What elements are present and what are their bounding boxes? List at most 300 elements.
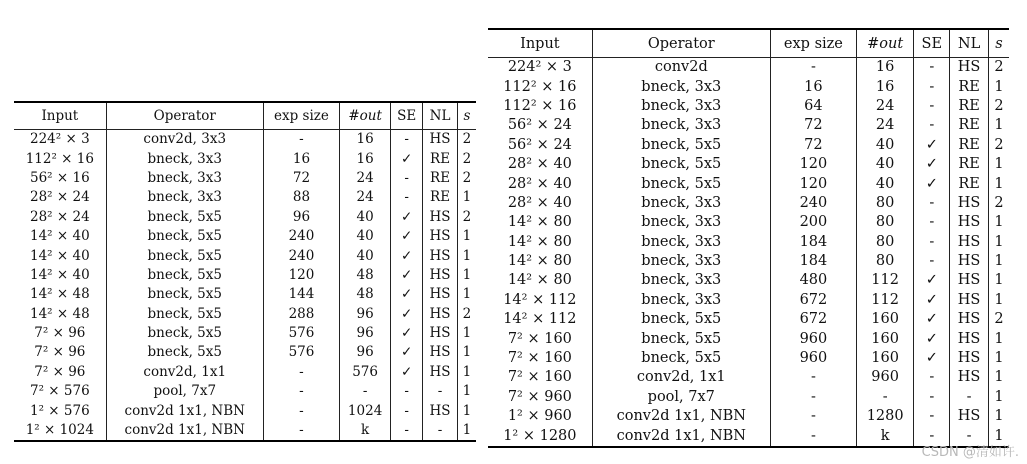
table-row	[14, 208, 476, 227]
cell-exp-size: 240	[770, 194, 856, 213]
cell-out: 960	[856, 368, 913, 387]
cell-input: 28² × 40	[507, 156, 572, 173]
cell-out: 40	[340, 227, 391, 246]
cell-exp-size: 672	[770, 291, 856, 310]
cell-exp-size: 144	[263, 285, 339, 304]
header-stride: s	[457, 102, 476, 130]
table-row	[14, 285, 476, 304]
cell-nl: RE	[423, 169, 458, 188]
table-row	[488, 97, 1009, 116]
cell-input: 56² × 24	[507, 136, 572, 153]
cell-out: 96	[340, 343, 391, 362]
cell-out: 80	[856, 252, 913, 271]
cell-se: ✓	[391, 363, 423, 382]
header-input: Input	[14, 102, 106, 130]
cell-operator: bneck, 3x3	[106, 188, 263, 207]
table-row	[488, 58, 1009, 78]
cell-nl: HS	[423, 305, 458, 324]
cell-operator: bneck, 5x5	[592, 349, 770, 368]
cell-out: 112	[856, 271, 913, 290]
table-row	[14, 382, 476, 401]
cell-stride: 2	[988, 58, 1009, 78]
cell-exp-size: 184	[770, 233, 856, 252]
cell-exp-size: 240	[263, 227, 339, 246]
cell-out: -	[340, 382, 391, 401]
cell-nl: HS	[423, 363, 458, 382]
table-row	[488, 271, 1009, 290]
cell-exp-size: 288	[263, 305, 339, 324]
cell-nl: HS	[423, 343, 458, 362]
cell-exp-size: 960	[770, 349, 856, 368]
cell-input: 14² × 48	[30, 286, 90, 303]
cell-input: 14² × 48	[30, 305, 90, 322]
cell-exp-size: 960	[770, 329, 856, 348]
cell-input: 7² × 160	[507, 350, 572, 367]
cell-input: 28² × 40	[507, 175, 572, 192]
cell-operator: bneck, 5x5	[106, 246, 263, 265]
cell-out: 48	[340, 285, 391, 304]
cell-se: ✓	[391, 208, 423, 227]
cell-exp-size: -	[770, 58, 856, 78]
cell-stride: 2	[457, 208, 476, 227]
cell-stride: 1	[988, 116, 1009, 135]
table-row	[488, 291, 1009, 310]
cell-out: k	[856, 426, 913, 446]
cell-stride: 1	[988, 291, 1009, 310]
cell-operator: bneck, 5x5	[106, 266, 263, 285]
cell-input: 14² × 80	[507, 233, 572, 250]
cell-exp-size: -	[770, 426, 856, 446]
cell-stride: 1	[457, 246, 476, 265]
cell-operator: pool, 7x7	[592, 388, 770, 407]
cell-operator: bneck, 3x3	[592, 97, 770, 116]
table-row	[14, 149, 476, 168]
cell-stride: 2	[988, 97, 1009, 116]
cell-stride: 2	[457, 305, 476, 324]
cell-se: -	[391, 188, 423, 207]
table-row	[488, 77, 1009, 96]
cell-se: ✓	[914, 349, 950, 368]
cell-out: 80	[856, 194, 913, 213]
cell-nl: HS	[423, 208, 458, 227]
cell-operator: bneck, 3x3	[592, 194, 770, 213]
cell-out: 96	[340, 324, 391, 343]
cell-se: -	[914, 368, 950, 387]
cell-operator: bneck, 5x5	[106, 305, 263, 324]
cell-nl: -	[423, 382, 458, 401]
cell-out: 80	[856, 213, 913, 232]
cell-stride: 1	[988, 426, 1009, 446]
cell-input: 56² × 24	[507, 117, 572, 134]
cell-out: 576	[340, 363, 391, 382]
cell-exp-size: 184	[770, 252, 856, 271]
cell-nl: HS	[950, 233, 989, 252]
cell-input: 14² × 40	[30, 266, 90, 283]
cell-out: 160	[856, 349, 913, 368]
cell-stride: 2	[988, 310, 1009, 329]
table-row	[488, 349, 1009, 368]
table-row	[488, 310, 1009, 329]
cell-exp-size: -	[263, 363, 339, 382]
cell-nl: RE	[423, 149, 458, 168]
cell-se: ✓	[391, 149, 423, 168]
cell-input: 7² × 576	[30, 383, 90, 400]
cell-se: ✓	[914, 329, 950, 348]
cell-nl: HS	[950, 329, 989, 348]
cell-operator: bneck, 5x5	[106, 285, 263, 304]
table-row	[14, 169, 476, 188]
table-mobilenetv3-large	[488, 28, 1009, 448]
cell-se: ✓	[391, 324, 423, 343]
cell-stride: 1	[457, 401, 476, 420]
cell-nl: -	[423, 421, 458, 441]
cell-stride: 1	[988, 233, 1009, 252]
cell-operator: conv2d, 3x3	[106, 130, 263, 150]
cell-exp-size: 16	[263, 149, 339, 168]
cell-se: -	[914, 426, 950, 446]
table-row	[14, 266, 476, 285]
cell-se: -	[914, 407, 950, 426]
cell-input: 7² × 960	[507, 388, 572, 405]
cell-exp-size: 480	[770, 271, 856, 290]
cell-input: 112² × 16	[503, 97, 577, 114]
cell-exp-size: 120	[770, 155, 856, 174]
cell-nl: HS	[950, 194, 989, 213]
cell-nl: -	[950, 388, 989, 407]
cell-exp-size: 240	[263, 246, 339, 265]
header-se: SE	[914, 29, 950, 58]
cell-stride: 1	[988, 349, 1009, 368]
cell-se: ✓	[914, 155, 950, 174]
cell-input: 56² × 16	[30, 169, 90, 186]
cell-nl: HS	[423, 324, 458, 343]
table-row	[488, 407, 1009, 426]
cell-se: -	[391, 421, 423, 441]
cell-se: -	[914, 116, 950, 135]
cell-se: -	[914, 388, 950, 407]
cell-operator: bneck, 3x3	[592, 271, 770, 290]
cell-stride: 1	[457, 324, 476, 343]
table-row	[488, 252, 1009, 271]
cell-out: 160	[856, 310, 913, 329]
cell-stride: 2	[988, 136, 1009, 155]
cell-nl: HS	[423, 401, 458, 420]
cell-input: 224² × 3	[30, 131, 90, 148]
cell-out: 160	[856, 329, 913, 348]
cell-nl: HS	[950, 213, 989, 232]
table-mobilenetv3-small	[14, 101, 476, 442]
cell-operator: conv2d 1x1, NBN	[592, 426, 770, 446]
cell-exp-size: 72	[770, 116, 856, 135]
cell-se: ✓	[391, 305, 423, 324]
cell-stride: 1	[988, 368, 1009, 387]
table-row	[14, 188, 476, 207]
cell-out: 24	[856, 116, 913, 135]
watermark: CSDN @清如许.	[921, 445, 1019, 460]
cell-exp-size: -	[263, 401, 339, 420]
table-row	[14, 324, 476, 343]
cell-exp-size: 16	[770, 77, 856, 96]
cell-input: 14² × 112	[503, 311, 577, 328]
cell-out: 40	[856, 136, 913, 155]
cell-operator: conv2d 1x1, NBN	[106, 401, 263, 420]
cell-stride: 1	[988, 252, 1009, 271]
cell-out: 80	[856, 233, 913, 252]
table-row	[14, 305, 476, 324]
cell-se: -	[914, 97, 950, 116]
cell-se: -	[914, 194, 950, 213]
cell-out: k	[340, 421, 391, 441]
cell-operator: bneck, 3x3	[592, 213, 770, 232]
cell-stride: 1	[457, 343, 476, 362]
cell-operator: bneck, 5x5	[106, 227, 263, 246]
table-row	[488, 174, 1009, 193]
cell-out: 16	[856, 77, 913, 96]
cell-out: 24	[340, 169, 391, 188]
cell-stride: 1	[988, 407, 1009, 426]
cell-exp-size: 120	[263, 266, 339, 285]
cell-out: 16	[340, 149, 391, 168]
cell-out: 24	[340, 188, 391, 207]
cell-stride: 1	[988, 155, 1009, 174]
table-row	[14, 246, 476, 265]
cell-nl: HS	[423, 266, 458, 285]
table-header	[14, 102, 476, 130]
cell-exp-size: -	[263, 382, 339, 401]
table-row	[488, 155, 1009, 174]
cell-se: -	[914, 252, 950, 271]
header-exp-size: exp size	[263, 102, 339, 130]
cell-nl: HS	[950, 58, 989, 78]
cell-se: -	[914, 213, 950, 232]
cell-operator: bneck, 3x3	[592, 233, 770, 252]
cell-out: 40	[856, 174, 913, 193]
cell-input: 224² × 3	[507, 59, 572, 76]
cell-operator: conv2d 1x1, NBN	[592, 407, 770, 426]
cell-out: -	[856, 388, 913, 407]
cell-nl: RE	[950, 136, 989, 155]
table-row	[488, 388, 1009, 407]
cell-se: -	[914, 77, 950, 96]
cell-se: -	[391, 401, 423, 420]
cell-operator: conv2d, 1x1	[106, 363, 263, 382]
cell-stride: 2	[457, 149, 476, 168]
cell-exp-size: 576	[263, 343, 339, 362]
cell-exp-size: 88	[263, 188, 339, 207]
header-out: #out	[340, 102, 391, 130]
cell-se: ✓	[914, 271, 950, 290]
table-row	[488, 368, 1009, 387]
cell-se: ✓	[391, 285, 423, 304]
cell-stride: 1	[988, 388, 1009, 407]
cell-nl: HS	[950, 368, 989, 387]
cell-input: 28² × 24	[30, 208, 90, 225]
cell-input: 1² × 1024	[25, 422, 94, 439]
cell-exp-size: 72	[263, 169, 339, 188]
cell-out: 16	[340, 130, 391, 150]
table-row	[488, 194, 1009, 213]
cell-exp-size: 120	[770, 174, 856, 193]
cell-nl: HS	[950, 271, 989, 290]
table-row	[14, 421, 476, 441]
cell-nl: HS	[423, 227, 458, 246]
cell-operator: bneck, 5x5	[592, 136, 770, 155]
cell-operator: bneck, 3x3	[106, 149, 263, 168]
cell-se: ✓	[914, 291, 950, 310]
cell-se: -	[914, 233, 950, 252]
cell-se: ✓	[914, 136, 950, 155]
cell-se: ✓	[391, 343, 423, 362]
cell-nl: HS	[423, 246, 458, 265]
cell-stride: 1	[457, 421, 476, 441]
table-header	[488, 29, 1009, 58]
cell-nl: RE	[950, 116, 989, 135]
cell-input: 14² × 112	[503, 291, 577, 308]
cell-operator: bneck, 3x3	[592, 77, 770, 96]
header-out: #out	[856, 29, 913, 58]
table-row	[488, 213, 1009, 232]
cell-stride: 1	[988, 271, 1009, 290]
cell-stride: 1	[988, 329, 1009, 348]
table-row	[14, 343, 476, 362]
header-operator: Operator	[592, 29, 770, 58]
cell-se: -	[391, 382, 423, 401]
cell-se: -	[391, 169, 423, 188]
cell-exp-size: 64	[770, 97, 856, 116]
cell-operator: bneck, 5x5	[592, 174, 770, 193]
cell-operator: conv2d, 1x1	[592, 368, 770, 387]
cell-stride: 1	[457, 188, 476, 207]
cell-operator: bneck, 5x5	[592, 329, 770, 348]
cell-nl: RE	[423, 188, 458, 207]
table-row	[488, 329, 1009, 348]
cell-out: 40	[856, 155, 913, 174]
cell-out: 1024	[340, 401, 391, 420]
table-row	[488, 116, 1009, 135]
cell-input: 7² × 96	[34, 344, 86, 361]
cell-input: 14² × 40	[30, 228, 90, 245]
cell-out: 24	[856, 97, 913, 116]
header-exp-size: exp size	[770, 29, 856, 58]
table-row	[488, 136, 1009, 155]
cell-nl: HS	[423, 130, 458, 150]
cell-operator: bneck, 5x5	[592, 310, 770, 329]
cell-se: ✓	[914, 174, 950, 193]
cell-out: 48	[340, 266, 391, 285]
cell-nl: RE	[950, 155, 989, 174]
cell-exp-size: 72	[770, 136, 856, 155]
cell-operator: conv2d	[592, 58, 770, 78]
cell-operator: bneck, 3x3	[592, 252, 770, 271]
cell-se: ✓	[914, 310, 950, 329]
cell-stride: 1	[457, 382, 476, 401]
cell-stride: 2	[457, 169, 476, 188]
cell-exp-size: 672	[770, 310, 856, 329]
cell-stride: 1	[457, 266, 476, 285]
cell-input: 1² × 960	[507, 408, 572, 425]
cell-operator: bneck, 3x3	[592, 291, 770, 310]
cell-stride: 1	[457, 227, 476, 246]
table-body	[488, 58, 1009, 447]
cell-out: 40	[340, 208, 391, 227]
cell-input: 112² × 16	[503, 78, 577, 95]
cell-input: 1² × 576	[30, 402, 90, 419]
header-operator: Operator	[106, 102, 263, 130]
cell-nl: RE	[950, 174, 989, 193]
table-row	[488, 233, 1009, 252]
header-se: SE	[391, 102, 423, 130]
cell-out: 40	[340, 246, 391, 265]
cell-input: 7² × 160	[507, 369, 572, 386]
cell-operator: bneck, 3x3	[592, 116, 770, 135]
cell-exp-size: -	[770, 388, 856, 407]
cell-exp-size: 200	[770, 213, 856, 232]
cell-stride: 1	[988, 77, 1009, 96]
cell-exp-size: 96	[263, 208, 339, 227]
cell-exp-size: 576	[263, 324, 339, 343]
table-row	[14, 130, 476, 150]
cell-operator: bneck, 5x5	[106, 208, 263, 227]
cell-operator: conv2d 1x1, NBN	[106, 421, 263, 441]
cell-operator: bneck, 3x3	[106, 169, 263, 188]
cell-input: 7² × 96	[34, 325, 86, 342]
cell-out: 1280	[856, 407, 913, 426]
cell-operator: bneck, 5x5	[106, 343, 263, 362]
cell-se: ✓	[391, 246, 423, 265]
cell-input: 14² × 80	[507, 214, 572, 231]
cell-nl: HS	[950, 310, 989, 329]
header-stride: s	[988, 29, 1009, 58]
cell-nl: HS	[950, 349, 989, 368]
cell-input: 7² × 96	[34, 363, 86, 380]
table-row	[14, 363, 476, 382]
table-row	[14, 227, 476, 246]
cell-input: 1² × 1280	[503, 427, 577, 444]
cell-input: 7² × 160	[507, 330, 572, 347]
cell-stride: 1	[988, 213, 1009, 232]
cell-exp-size: -	[263, 421, 339, 441]
cell-exp-size: -	[770, 407, 856, 426]
cell-nl: HS	[423, 285, 458, 304]
cell-input: 14² × 80	[507, 253, 572, 270]
cell-se: -	[391, 130, 423, 150]
cell-stride: 2	[457, 130, 476, 150]
cell-input: 28² × 24	[30, 189, 90, 206]
header-nl: NL	[950, 29, 989, 58]
cell-nl: RE	[950, 97, 989, 116]
cell-nl: HS	[950, 252, 989, 271]
cell-se: -	[914, 58, 950, 78]
header-nl: NL	[423, 102, 458, 130]
cell-stride: 2	[988, 194, 1009, 213]
table-row	[14, 401, 476, 420]
table-body	[14, 130, 476, 442]
header-input: Input	[488, 29, 592, 58]
cell-out: 96	[340, 305, 391, 324]
cell-out: 16	[856, 58, 913, 78]
cell-out: 112	[856, 291, 913, 310]
cell-nl: HS	[950, 291, 989, 310]
cell-nl: HS	[950, 407, 989, 426]
cell-input: 14² × 80	[507, 272, 572, 289]
cell-input: 112² × 16	[25, 150, 94, 167]
cell-stride: 1	[457, 285, 476, 304]
cell-input: 14² × 40	[30, 247, 90, 264]
cell-operator: bneck, 5x5	[106, 324, 263, 343]
cell-stride: 1	[988, 174, 1009, 193]
cell-exp-size: -	[263, 130, 339, 150]
cell-operator: bneck, 5x5	[592, 155, 770, 174]
